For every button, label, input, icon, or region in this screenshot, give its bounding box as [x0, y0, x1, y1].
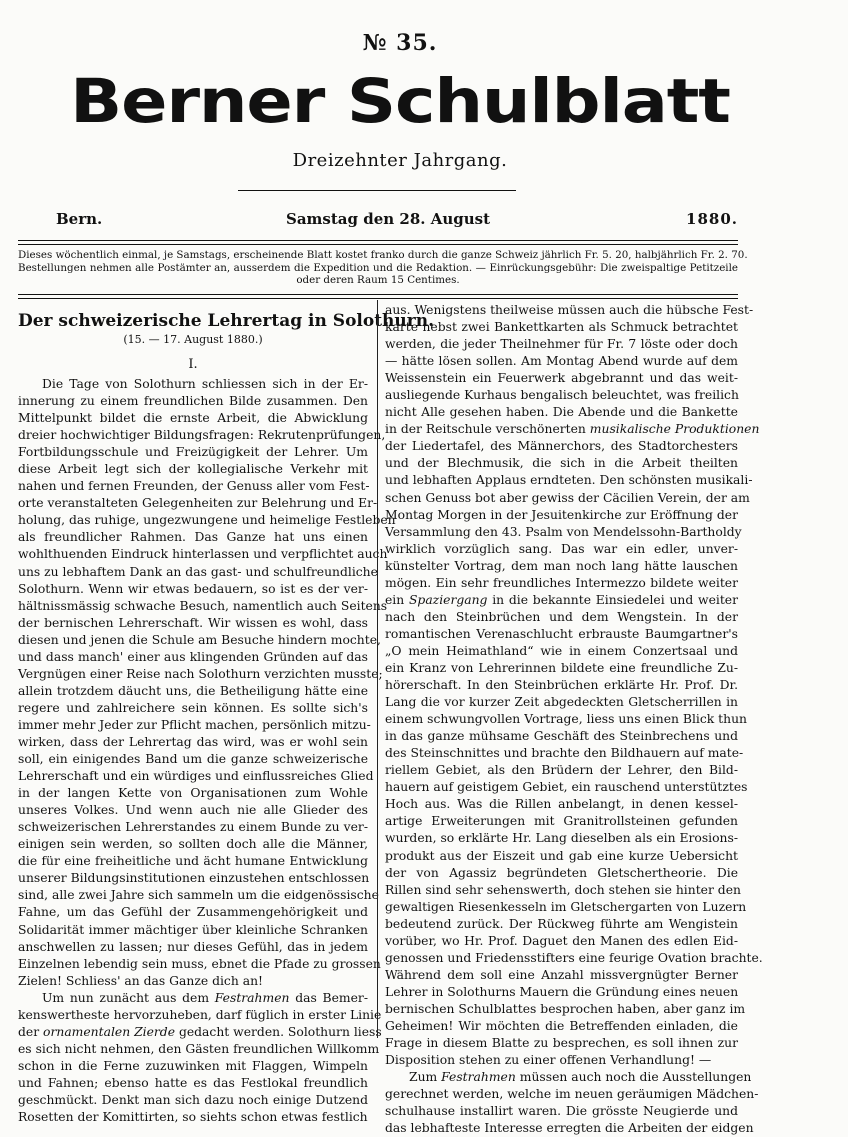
article-line: Die Tage von Solothurn schliessen sich in der Er- [42, 377, 368, 391]
article-line: künstelter Vortrag, dem man noch lang hätte lauschen [385, 558, 738, 573]
header-rule-top [18, 240, 738, 245]
article-line: produkt aus der Eiszeit und gab eine kurze Uebersicht [385, 848, 738, 863]
article-line: bedeutend zurück. Der Rückweg führte am Wengistein [385, 916, 738, 931]
subscription-notice [18, 249, 748, 287]
article-line: innerung zu einem freundlichen Bilde zusammen. Den [18, 394, 368, 409]
article-line: romantischen Verenaschlucht erbrauste Baumgartner's [385, 626, 738, 641]
article-line: schon in die Ferne zuzuwinken mit Flaggen, Wimpeln [18, 1058, 368, 1073]
article-line: es sich nicht nehmen, den Gästen freundlichen Willkomm [18, 1041, 380, 1056]
article-line: Disposition stehen zu einer offenen Verhandlung! — [385, 1053, 712, 1068]
article-line: diese Arbeit legt sich der kollegialische Verkehr mit [18, 462, 368, 477]
article-line: allein trotzdem däucht uns, die Betheiligung hätte eine [18, 683, 368, 698]
article-line: kenswertheste hervorzuheben, darf füglich in erster Linie [18, 1007, 382, 1022]
article-dates: (15. — 17. August 1880.) [123, 333, 263, 346]
article-line: genossen und Friedensstifters eine feurige Ovation brachte. [385, 950, 763, 965]
article-line: hauern auf geistigem Gebiet, ein rauschend unterstütztes [385, 780, 748, 795]
article-line: das lebhafteste Interesse erregten die Arbeiten der eidgen [385, 1121, 754, 1136]
article-line: unseres Volkes. Und wenn auch nie alle Glieder des [18, 803, 368, 818]
article-line: wohlthuenden Eindruck hinterlassen und verpflichtet auch [18, 547, 388, 562]
dateline-place: Bern. [56, 210, 103, 228]
article-line: wirken, dass der Lehrertag das wird, was er wohl sein [18, 734, 368, 749]
article-line: hältnissmässig schwache Besuch, namentlich auch Seitens [18, 598, 388, 613]
masthead-divider [238, 190, 516, 191]
article-line: als freundlicher Rahmen. Das Ganze hat uns einen [18, 530, 368, 545]
article-line: und der Blechmusik, die sich in die Arbeit theilten [385, 456, 738, 471]
article-line: Mittelpunkt bildet die ernste Arbeit, die Abwicklung [18, 411, 368, 426]
article-line: die für eine freiheitliche und ächt humane Entwicklung [18, 854, 368, 869]
article-line: Rillen sind sehr sehenswerth, doch stehen sie hinter den [385, 882, 741, 897]
article-line: werden, die jeder Theilnehmer für Fr. 7 löste oder doch [385, 337, 738, 352]
article-body-left [18, 376, 396, 1126]
article-line: in das ganze mühsame Geschäft des Steinbrechens und [385, 729, 738, 744]
article-line: artige Erweiterungen mit Granitrollsteinen gefunden [385, 814, 738, 829]
article-line: — hätte lösen sollen. Am Montag Abend wurde auf dem [385, 354, 738, 369]
article-line: einigen sein werden, so sollten doch alle die Männer, [18, 837, 368, 852]
article-line: Hoch aus. Was die Rillen anbelangt, in denen kessel- [385, 797, 738, 812]
article-line: immer mehr Jeder zur Pflicht machen, persönlich mitzu- [18, 717, 371, 732]
article-line: Einzelnen lebendig sein muss, ebnet die Pfade zu grossen [18, 956, 381, 971]
article-line: sind, alle zwei Jahre sich sammeln um die eidgenössische [18, 888, 379, 903]
article-column-right [385, 302, 763, 1137]
article-line: holung, das ruhige, ungezwungene und heimelige Festleben [18, 513, 396, 528]
article-line: Lehrerschaft und ein würdiges und einflussreiches Glied [18, 769, 374, 784]
article-line: Weissenstein ein Feuerwerk abgebrannt und das weit- [385, 371, 738, 386]
article-line: regere und zahlreichere sein können. Es sollte sich's [18, 700, 368, 715]
column-divider [377, 300, 378, 1038]
article-line: ausliegende Kurhaus bengalisch beleuchtet, was freilich [385, 388, 739, 403]
article-line: einem schwungvollen Vortrage, liess uns einen Blick thun [385, 712, 747, 727]
article-line: Solidarität immer mächtiger über kleinliche Schranken [18, 922, 368, 937]
article-line: mögen. Ein sehr freundliches Intermezzo bildete weiter [385, 575, 738, 590]
article-line: Versammlung den 43. Psalm von Mendelssohn-Bartholdy [385, 524, 742, 539]
article-line: der Liedertafel, des Männerchors, des Stadtorchesters [385, 439, 738, 454]
article-line: soll, ein einigendes Band um die ganze schweizerische [18, 752, 368, 767]
article-line: und lebhaften Applaus erndteten. Den schönsten musikali- [385, 473, 753, 488]
article-headline: Der schweizerische Lehrertag in Solothurn. [18, 311, 435, 331]
article-line: Zum Festrahmen müssen auch noch die Ausstellungen [409, 1070, 752, 1085]
article-line: in der Reitschule verschönerten musikalische Produktionen [385, 422, 760, 437]
article-line: Rosetten der Komittirten, so siehts schon etwas festlich [18, 1110, 368, 1125]
article-line: wurden, so erklärte Hr. Lang dieselben als ein Erosions- [385, 831, 738, 846]
article-line: ein Spaziergang in die bekannte Einsiedelei und weiter [385, 592, 738, 607]
article-line: diesen und jenen die Schule am Besuche hindern mochte, [18, 632, 381, 647]
article-line: aus. Wenigstens theilweise müssen auch die hübsche Fest- [385, 303, 754, 317]
article-line: der bernischen Lehrerschaft. Wir wissen es wohl, dass [18, 615, 368, 630]
article-line: nicht Alle gesehen haben. Die Abende und die Bankette [385, 405, 738, 420]
article-line: Lehrer in Solothurns Mauern die Gründung eines neuen [385, 984, 739, 999]
article-line: hörerschaft. In den Steinbrüchen erklärte Hr. Prof. Dr. [385, 678, 738, 693]
article-line: unserer Bildungsinstitutionen einzustehen entschlossen [18, 871, 370, 886]
article-line: der von Agassiz begründeten Gletschertheorie. Die [385, 865, 738, 880]
article-line: Lang die vor kurzer Zeit abgedeckten Gletscherrillen in [385, 695, 738, 710]
dateline [18, 210, 738, 232]
article-line: des Steinschnittes und brachte den Bildhauern auf mate- [385, 746, 744, 761]
volume-subtitle: Dreizehnter Jahrgang. [292, 150, 508, 171]
section-number: I. [188, 357, 198, 372]
article-line: riellem Gebiet, als den Brüdern der Lehrer, den Bild- [385, 763, 738, 778]
article-line: in der langen Kette von Organisationen zum Wohle [18, 786, 368, 801]
notice-line: Bestellungen nehmen alle Postämter an, ausserdem die Expedition und die Redaktion. — Einrückungsgebühr: Die zweispaltige Petitzeile [18, 261, 738, 274]
article-line: anschwellen zu lassen; nur dieses Gefühl, das in jedem [18, 939, 368, 954]
article-line: der ornamentalen Zierde gedacht werden. Solothurn liess [18, 1024, 382, 1039]
masthead-title: Berner Schulblatt [70, 66, 730, 137]
article-line: Während dem soll eine Anzahl missvergnügter Berner [385, 967, 738, 982]
article-line: nach den Steinbrüchen und dem Wengstein. In der [385, 609, 738, 624]
article-line: dreier hochwichtiger Bildungsfragen: Rekrutenprüfungen, [18, 428, 386, 443]
article-line: ein Kranz von Lehrerinnen bildete eine freundliche Zu- [385, 660, 738, 675]
article-line: bernischen Schulblattes besprochen haben, aber ganz im [385, 1001, 746, 1016]
article-line: geschmückt. Denkt man sich dazu noch einige Dutzend [18, 1092, 368, 1107]
article-line: Zielen! Schliess' an das Ganze dich an! [18, 973, 263, 988]
article-line: Geheimen! Wir möchten die Betreffenden einladen, die [385, 1018, 738, 1033]
article-line: „O mein Heimathland“ wie in einem Conzertsaal und [385, 643, 738, 658]
article-line: Fortbildungsschule und Freizügigkeit der Lehrer. Um [18, 445, 368, 460]
article-line: uns zu lebhaftem Dank an das gast- und schulfreundliche [18, 564, 378, 579]
article-line: Vergnügen einer Reise nach Solothurn verzichten musste; [18, 666, 383, 681]
article-line: schulhause installirt waren. Die grösste Neugierde und [385, 1104, 738, 1119]
article-line: gewaltigen Riesenkesseln im Gletschergarten von Luzern [385, 899, 747, 914]
dateline-date: Samstag den 28. August [286, 210, 491, 228]
dateline-year: 1880. [686, 210, 738, 228]
article-line: orte veranstalteten Gelegenheiten zur Belehrung und Er- [18, 496, 378, 511]
article-line: Montag Morgen in der Jesuitenkirche zur Eröffnung der [385, 507, 738, 522]
article-line: Fahne, um das Gefühl der Zusammengehörigkeit und [18, 905, 368, 920]
article-body-right [385, 302, 763, 1137]
article-line: und Fahnen; ebenso hatte es das Festlokal freundlich [18, 1075, 368, 1090]
article-line: gerechnet werden, welche im neuen geräumigen Mädchen- [385, 1087, 759, 1102]
article-line: schen Genuss bot aber gewiss der Cäcilien Verein, der am [385, 490, 750, 505]
article-column-left [18, 304, 435, 1126]
article-line: karte nebst zwei Bankettkarten als Schmuck betrachtet [385, 320, 738, 335]
article-line: und dass manch' einer aus klingenden Gründen auf das [18, 649, 368, 664]
notice-line: oder deren Raum 15 Centimes. [296, 274, 460, 287]
article-line: vorüber, wo Hr. Prof. Daguet den Manen des edlen Eid- [385, 933, 738, 948]
article-line: Frage in diesem Blatte zu besprechen, es soll ihnen zur [385, 1036, 738, 1051]
article-line: schweizerischen Lehrerstandes zu einem Bunde zu ver- [18, 820, 368, 835]
article-line: wirklich vorzüglich sang. Das war ein edler, unver- [385, 541, 738, 556]
article-line: Um nun zunächt aus dem Festrahmen das Bemer- [42, 990, 368, 1005]
article-line: Solothurn. Wenn wir etwas bedauern, so ist es der ver- [18, 581, 368, 596]
header-rule-bottom [18, 294, 738, 299]
article-line: nahen und fernen Freunden, der Genuss aller vom Fest- [18, 479, 370, 494]
issue-number: № 35. [362, 30, 438, 56]
notice-line: Dieses wöchentlich einmal, je Samstags, erscheinende Blatt kostet franko durch die ganze Schweiz jährlich Fr. 5. 20, halbjährlich Fr. 2. 70. [18, 249, 748, 261]
